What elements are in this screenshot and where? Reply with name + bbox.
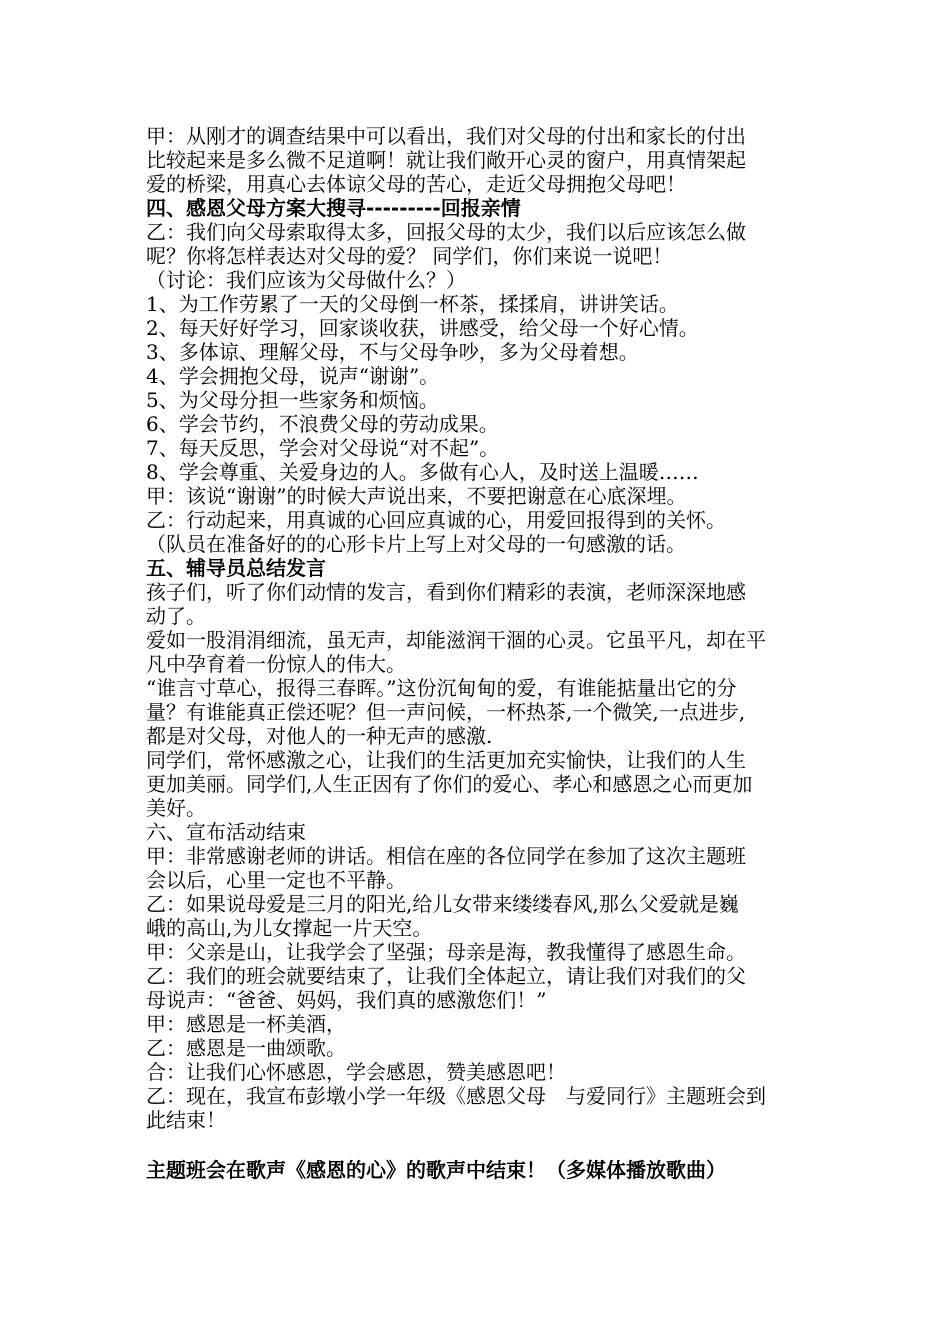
text-line: 合：让我们心怀感恩，学会感恩，赞美感恩吧！	[146, 1060, 566, 1084]
text-line: 都是对父母，对他人的一种无声的感激.	[146, 724, 493, 748]
text-line: （讨论：我们应该为父母做什么？）	[146, 268, 466, 292]
text-line: 1、为工作劳累了一天的父母倒一杯茶，揉揉肩，讲讲笑话。	[146, 292, 679, 316]
text-line: 甲：非常感谢老师的讲话。相信在座的各位同学在参加了这次主题班	[146, 844, 746, 868]
text-line: 同学们，常怀感激之心，让我们的生活更加充实愉快，让我们的人生	[146, 748, 746, 772]
text-line: 乙：如果说母爱是三月的阳光,给儿女带来缕缕春风,那么父爱就是巍	[146, 892, 739, 916]
text-line: 6、学会节约，不浪费父母的劳动成果。	[146, 412, 499, 436]
text-line: 甲：父亲是山，让我学会了坚强；母亲是海，教我懂得了感恩生命。	[146, 940, 746, 964]
text-line: 爱的桥梁，用真心去体谅父母的苦心，走近父母拥抱父母吧！	[146, 172, 686, 196]
text-line: 乙：我们向父母索取得太多，回报父母的太少，我们以后应该怎么做	[146, 220, 746, 244]
text-line: 7、每天反思，学会对父母说“对不起”。	[146, 436, 500, 460]
text-line: 2、每天好好学习，回家谈收获，讲感受，给父母一个好心情。	[146, 316, 699, 340]
text-line: 乙：行动起来，用真诚的心回应真诚的心，用爱回报得到的关怀。	[146, 508, 726, 532]
text-line: 爱如一股涓涓细流，虽无声，却能滋润干涸的心灵。它虽平凡，却在平	[146, 628, 766, 652]
text-line: 甲：从刚才的调查结果中可以看出，我们对父母的付出和家长的付出	[146, 124, 746, 148]
text-line: 更加美丽。同学们,人生正因有了你们的爱心、孝心和感恩之心而更加	[146, 772, 753, 796]
text-line: 甲：感恩是一杯美酒，	[146, 1012, 346, 1036]
text-line: 乙：感恩是一曲颂歌。	[146, 1036, 346, 1060]
text-line: 美好。	[146, 796, 206, 820]
text-line: 乙：我们的班会就要结束了，让我们全体起立，请让我们对我们的父	[146, 964, 746, 988]
text-line: 凡中孕育着一份惊人的伟大。	[146, 652, 406, 676]
text-line: 会以后，心里一定也不平静。	[146, 868, 406, 892]
text-line: 六、宣布活动结束	[146, 820, 306, 844]
text-line: 孩子们，听了你们动情的发言，看到你们精彩的表演，老师深深地感	[146, 580, 746, 604]
text-line: 4、学会拥抱父母，说声“谢谢”。	[146, 364, 440, 388]
section-heading: 五、辅导员总结发言	[146, 556, 326, 580]
text-line: （队员在准备好的的心形卡片上写上对父母的一句感激的话。	[146, 532, 686, 556]
text-line: 动了。	[146, 604, 206, 628]
closing-line: 主题班会在歌声《感恩的心》的歌声中结束！（多媒体播放歌曲）	[146, 1158, 726, 1182]
text-line: 量？有谁能真正偿还呢？但一声问候，一杯热茶,一个微笑,一点进步,	[146, 700, 746, 724]
text-line: 母说声：“爸爸、妈妈，我们真的感激您们！”	[146, 988, 547, 1012]
document-body	[146, 124, 814, 1132]
text-line: 此结束！	[146, 1108, 226, 1132]
section-heading: 四、感恩父母方案大搜寻---------回报亲情	[146, 196, 521, 220]
text-line: 8、学会尊重、关爱身边的人。多做有心人，及时送上温暖……	[146, 460, 699, 484]
text-line: 甲：该说“谢谢”的时候大声说出来，不要把谢意在心底深埋。	[146, 484, 687, 508]
text-line: 呢？你将怎样表达对父母的爱？ 同学们，你们来说一说吧！	[146, 244, 673, 268]
text-line: 乙：现在，我宣布彭墩小学一年级《感恩父母 与爱同行》主题班会到	[146, 1084, 766, 1108]
text-line: 比较起来是多么微不足道啊！就让我们敞开心灵的窗户，用真情架起	[146, 148, 746, 172]
text-line: “谁言寸草心，报得三春晖。”这份沉甸甸的爱，有谁能掂量出它的分	[146, 676, 737, 700]
text-line: 5、为父母分担一些家务和烦恼。	[146, 388, 439, 412]
document-page	[146, 124, 814, 1182]
text-line: 3、多体谅、理解父母，不与父母争吵，多为父母着想。	[146, 340, 639, 364]
blank-line	[146, 1132, 814, 1158]
text-line: 峨的高山,为儿女撑起一片天空。	[146, 916, 433, 940]
